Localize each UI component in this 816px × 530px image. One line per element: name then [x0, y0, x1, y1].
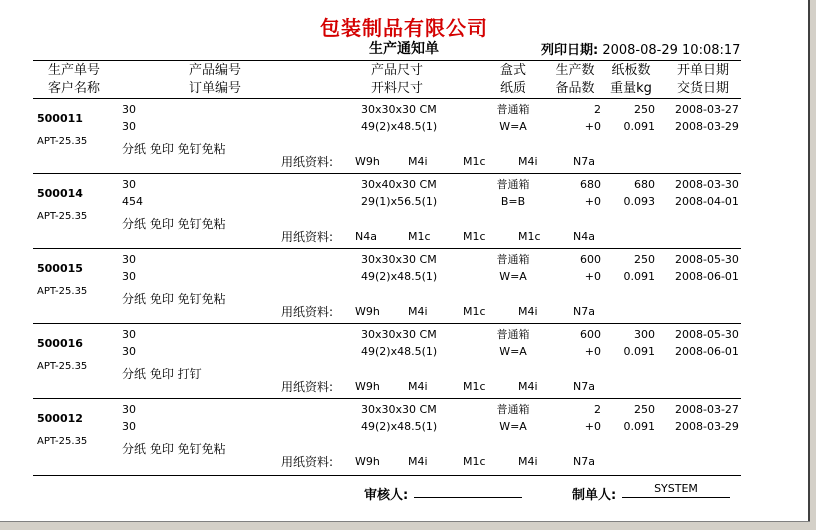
product-no: 30	[122, 103, 136, 116]
box-type: 普通箱	[496, 178, 530, 191]
box-cells	[488, 176, 538, 210]
paper-code-3: M1c	[463, 455, 486, 468]
cut-size: 49(2)x48.5(1)	[361, 120, 438, 133]
col-header-date	[670, 62, 736, 98]
product-size: 30x30x30 CM	[361, 253, 437, 266]
col-header-order-bottom: 客户名称	[47, 81, 100, 96]
open-date: 2008-03-30	[675, 178, 739, 191]
paper-label: 用纸资料:	[281, 155, 334, 169]
process-note: 分纸 免印 免钉免粘	[122, 292, 226, 306]
delivery-date: 2008-03-29	[675, 420, 739, 433]
spare-qty: +0	[584, 195, 601, 208]
product-no: 30	[122, 328, 136, 341]
open-date: 2008-03-27	[675, 403, 739, 416]
date-cells	[675, 176, 739, 210]
board-cells	[610, 401, 655, 435]
board-cells	[610, 101, 655, 135]
paper-grade: W=A	[499, 270, 527, 283]
paper-code-5: N4a	[573, 230, 595, 243]
col-header-product-bottom: 订单编号	[188, 81, 241, 96]
paper-code-2: M4i	[408, 380, 428, 393]
box-type: 普通箱	[496, 328, 530, 341]
production-qty: 2	[594, 103, 601, 116]
col-header-product-top: 产品编号	[188, 63, 241, 78]
delivery-date: 2008-03-29	[675, 120, 739, 133]
preview-background-right	[810, 0, 816, 530]
paper-code-2: M4i	[408, 155, 428, 168]
paper-code-3: M1c	[463, 155, 486, 168]
date-cells	[675, 326, 739, 360]
process-note: 分纸 免印 免钉免粘	[122, 217, 226, 231]
spare-qty: +0	[584, 270, 601, 283]
creator-name: SYSTEM	[654, 482, 698, 495]
size-cells	[361, 251, 437, 285]
paper-code-3: M1c	[463, 380, 486, 393]
board-cells	[610, 326, 655, 360]
order-product-cells	[122, 401, 136, 435]
open-date: 2008-05-30	[675, 253, 739, 266]
paper-code-4: M4i	[518, 155, 538, 168]
paper-code-1: W9h	[355, 455, 380, 468]
size-cells	[361, 326, 437, 360]
paper-code-3: M1c	[463, 305, 486, 318]
reviewer-label: 审核人:	[364, 488, 409, 503]
col-header-size	[352, 62, 442, 98]
paper-label: 用纸资料:	[281, 305, 334, 319]
product-no: 30	[122, 403, 136, 416]
product-size: 30x30x30 CM	[361, 328, 437, 341]
box-cells	[488, 401, 538, 435]
paper-code-4: M4i	[518, 305, 538, 318]
company-name: 包装制品有限公司	[320, 16, 488, 40]
weight-kg: 0.093	[623, 195, 655, 208]
size-cells	[361, 101, 437, 135]
production-qty: 2	[594, 403, 601, 416]
weight-kg: 0.091	[623, 270, 655, 283]
order-ref: 454	[122, 195, 143, 208]
order-block	[0, 100, 808, 175]
paper-code-5: N7a	[573, 380, 595, 393]
order-product-cells	[122, 176, 143, 210]
paper-grade: B=B	[500, 195, 526, 208]
delivery-date: 2008-04-01	[675, 195, 739, 208]
board-count: 250	[634, 403, 655, 416]
paper-code-1: W9h	[355, 380, 380, 393]
preview-background-bottom	[0, 522, 816, 530]
col-header-board	[604, 62, 658, 98]
product-no: 30	[122, 178, 136, 191]
box-type: 普通箱	[496, 403, 530, 416]
process-note: 分纸 免印 免钉免粘	[122, 142, 226, 156]
board-count: 250	[634, 103, 655, 116]
paper-code-4: M1c	[518, 230, 541, 243]
col-header-qty	[548, 62, 602, 98]
qty-cells	[552, 176, 601, 210]
header-bottom-rule	[33, 98, 741, 99]
open-date: 2008-03-27	[675, 103, 739, 116]
paper-code-1: N4a	[355, 230, 377, 243]
order-ref: 30	[122, 345, 136, 358]
customer-name: APT-25.35	[37, 361, 88, 372]
cut-size: 29(1)x56.5(1)	[361, 195, 438, 208]
product-no: 30	[122, 253, 136, 266]
box-cells	[488, 326, 538, 360]
date-cells	[675, 101, 739, 135]
paper-grade: W=A	[499, 420, 527, 433]
col-header-size-top: 产品尺寸	[370, 63, 423, 78]
paper-code-4: M4i	[518, 380, 538, 393]
order-number: 500012	[37, 412, 83, 425]
order-number: 500016	[37, 337, 83, 350]
paper-code-3: M1c	[463, 230, 486, 243]
cut-size: 49(2)x48.5(1)	[361, 345, 438, 358]
creator-signature-line	[622, 497, 730, 498]
col-header-order-top: 生产单号	[47, 63, 100, 78]
box-cells	[488, 251, 538, 285]
paper-grade: W=A	[499, 120, 527, 133]
table-bottom-rule	[33, 475, 741, 476]
board-count: 680	[634, 178, 655, 191]
order-ref: 30	[122, 420, 136, 433]
paper-code-5: N7a	[573, 455, 595, 468]
paper-code-1: W9h	[355, 305, 380, 318]
date-cells	[675, 401, 739, 435]
order-divider	[33, 398, 741, 399]
order-block	[0, 400, 808, 476]
reviewer-signature-line	[414, 497, 522, 498]
product-size: 30x40x30 CM	[361, 178, 437, 191]
order-divider	[33, 173, 741, 174]
creator-label: 制单人:	[572, 488, 617, 503]
customer-name: APT-25.35	[37, 136, 88, 147]
paper-code-2: M4i	[408, 455, 428, 468]
order-block	[0, 325, 808, 400]
production-qty: 680	[580, 178, 601, 191]
print-date	[541, 39, 740, 58]
col-header-board-bottom: 重量kg	[610, 81, 652, 96]
col-header-box	[488, 62, 538, 98]
date-cells	[675, 251, 739, 285]
col-header-board-top: 纸板数	[611, 63, 651, 78]
order-block	[0, 250, 808, 325]
order-number: 500011	[37, 112, 83, 125]
size-cells	[361, 176, 437, 210]
print-date-label: 列印日期:	[541, 43, 599, 58]
order-product-cells	[122, 251, 136, 285]
weight-kg: 0.091	[623, 120, 655, 133]
spare-qty: +0	[584, 420, 601, 433]
order-divider	[33, 323, 741, 324]
col-header-date-bottom: 交货日期	[676, 81, 729, 96]
qty-cells	[552, 401, 601, 435]
paper-label: 用纸资料:	[281, 230, 334, 244]
delivery-date: 2008-06-01	[675, 270, 739, 283]
board-count: 250	[634, 253, 655, 266]
paper-label: 用纸资料:	[281, 380, 334, 394]
weight-kg: 0.091	[623, 345, 655, 358]
paper-code-5: N7a	[573, 155, 595, 168]
product-size: 30x30x30 CM	[361, 403, 437, 416]
order-ref: 30	[122, 120, 136, 133]
process-note: 分纸 免印 免钉免粘	[122, 442, 226, 456]
product-size: 30x30x30 CM	[361, 103, 437, 116]
qty-cells	[552, 326, 601, 360]
qty-cells	[552, 251, 601, 285]
col-header-qty-top: 生产数	[555, 63, 595, 78]
col-header-box-bottom: 纸质	[499, 81, 526, 96]
spare-qty: +0	[584, 345, 601, 358]
paper-code-1: W9h	[355, 155, 380, 168]
paper-grade: W=A	[499, 345, 527, 358]
spare-qty: +0	[584, 120, 601, 133]
box-type: 普通箱	[496, 103, 530, 116]
production-qty: 600	[580, 253, 601, 266]
order-product-cells	[122, 326, 136, 360]
order-number: 500015	[37, 262, 83, 275]
document-title: 生产通知单	[369, 41, 439, 57]
customer-name: APT-25.35	[37, 211, 88, 222]
col-header-order	[30, 62, 118, 98]
order-divider	[33, 248, 741, 249]
header-top-rule	[33, 60, 741, 61]
production-qty: 600	[580, 328, 601, 341]
col-header-size-bottom: 开料尺寸	[370, 81, 423, 96]
box-type: 普通箱	[496, 253, 530, 266]
size-cells	[361, 401, 437, 435]
process-note: 分纸 免印 打钉	[122, 367, 202, 381]
order-number: 500014	[37, 187, 83, 200]
col-header-product	[170, 62, 260, 98]
col-header-box-top: 盒式	[499, 63, 526, 78]
paper-code-2: M4i	[408, 305, 428, 318]
order-product-cells	[122, 101, 136, 135]
open-date: 2008-05-30	[675, 328, 739, 341]
qty-cells	[552, 101, 601, 135]
print-date-value: 2008-08-29 10:08:17	[602, 43, 741, 58]
board-cells	[610, 176, 655, 210]
delivery-date: 2008-06-01	[675, 345, 739, 358]
board-cells	[610, 251, 655, 285]
col-header-date-top: 开单日期	[676, 63, 729, 78]
cut-size: 49(2)x48.5(1)	[361, 270, 438, 283]
box-cells	[488, 101, 538, 135]
weight-kg: 0.091	[623, 420, 655, 433]
customer-name: APT-25.35	[37, 286, 88, 297]
col-header-qty-bottom: 备品数	[555, 81, 595, 96]
paper-code-5: N7a	[573, 305, 595, 318]
customer-name: APT-25.35	[37, 436, 88, 447]
paper-label: 用纸资料:	[281, 455, 334, 469]
order-block	[0, 175, 808, 250]
paper-code-2: M1c	[408, 230, 431, 243]
cut-size: 49(2)x48.5(1)	[361, 420, 438, 433]
order-ref: 30	[122, 270, 136, 283]
paper-code-4: M4i	[518, 455, 538, 468]
board-count: 300	[634, 328, 655, 341]
